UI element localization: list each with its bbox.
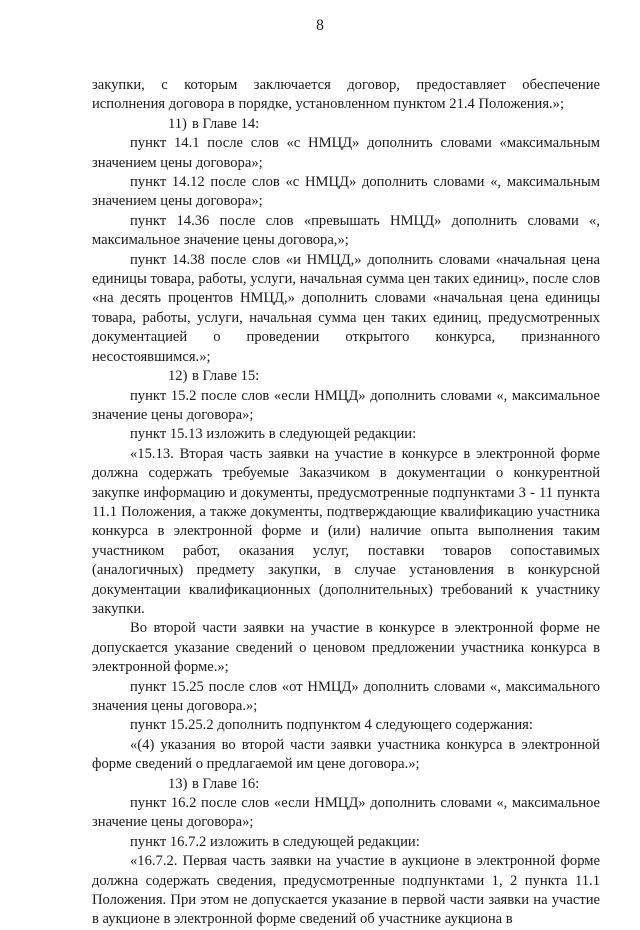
paragraph-text: Во второй части заявки на участие в конкурсе в электронной форме не допускается указание сведений о ценовом предложении участника конкурса в электронной форме.»; <box>92 620 600 676</box>
paragraph-text: пункт 14.12 после слов «с НМЦД» дополнить словами «, максимальным значением цены договора»; <box>92 174 600 210</box>
paragraph-text: в Главе 14: <box>192 115 260 132</box>
paragraph-text: в Главе 15: <box>192 368 260 385</box>
list-number: 11) <box>168 115 187 132</box>
paragraph-text: «16.7.2. Первая часть заявки на участие в аукционе в электронной форме должна содержать сведения, предусмотренные подпунктами 1, 2 пункта 11.1 Положения. При этом не допускается указание в первой части заявки на участие в аукционе в электронной форме сведений об участнике аукциона в <box>92 853 600 928</box>
paragraph <box>92 678 600 717</box>
paragraph <box>92 387 600 426</box>
paragraph-text: пункт 14.38 после слов «и НМЦД,» дополнить словами «начальная цена единицы товара, работы, услуги, начальная сумма цен таких единиц», после слов «на десять процентов НМЦД,» дополнить словами «начальная цена единицы товара, работы, услуги, начальная сумма цен таких единиц, предусмотренных документацией о проведении открытого конкурса, признанного несостоявшимся.»; <box>92 251 600 365</box>
paragraph <box>92 115 600 134</box>
paragraph-text: пункт 16.2 после слов «если НМЦД» дополнить словами «, максимальное значение цены договора»; <box>92 795 600 831</box>
paragraph <box>92 716 600 735</box>
paragraph-text: пункт 15.25 после слов «от НМЦД» дополнить словами «, максимального значения цены договора.»; <box>92 678 600 714</box>
paragraph-text: закупки, с которым заключается договор, предоставляет обеспечение исполнения договора в порядке, установленном пунктом 21.4 Положения.»; <box>92 77 600 113</box>
page-number: 8 <box>316 17 324 34</box>
paragraph-text: пункт 15.25.2 дополнить подпунктом 4 следующего содержания: <box>130 717 533 734</box>
paragraph-text: в Главе 16: <box>192 775 260 792</box>
paragraph-text: «(4) указания во второй части заявки участника конкурса в электронной форме сведений о предлагаемой им цене договора.»; <box>92 736 600 773</box>
paragraph-text: пункт 16.7.2 изложить в следующей редакции: <box>130 833 420 850</box>
paragraph <box>92 76 600 115</box>
paragraph <box>92 445 600 620</box>
paragraph <box>92 173 600 212</box>
paragraph-text: пункт 15.2 после слов «если НМЦД» дополнить словами «, максимальное значение цены договора»; <box>92 387 600 423</box>
paragraph <box>92 134 600 173</box>
document-body <box>92 76 600 930</box>
paragraph <box>92 619 600 677</box>
paragraph <box>92 833 600 852</box>
paragraph <box>92 251 600 367</box>
paragraph <box>92 212 600 251</box>
list-number: 13) <box>168 775 188 792</box>
paragraph <box>92 852 600 930</box>
paragraph-text: «15.13. Вторая часть заявки на участие в конкурсе в электронной форме должна содержать требуемые Заказчиком в документации о конкурентной закупке информацию и документы, предусмотренные подпунктами 3 - 11 пункта 11.1 Положения, а также документы, подтверждающие квалификацию участника конкурса в электронной форме и (или) наличие опыта выполнения таким участником работ, оказания услуг, поставки товаров сопоставимых (аналогичных) предмету закупки, в случае установления в конкурсной документации квалификационных (дополнительных) требований к участнику закупки. <box>92 445 600 617</box>
paragraph <box>92 794 600 833</box>
paragraph-text: пункт 15.13 изложить в следующей редакции: <box>130 426 417 443</box>
paragraph <box>92 425 600 444</box>
list-number: 12) <box>168 368 188 385</box>
paragraph-text: пункт 14.36 после слов «превышать НМЦД» дополнить словами «, максимальное значение цены договора,»; <box>92 212 600 249</box>
paragraph <box>92 736 600 775</box>
paragraph-text: пункт 14.1 после слов «с НМЦД» дополнить словами «максимальным значением цены договора»; <box>92 135 600 171</box>
paragraph <box>92 775 600 794</box>
paragraph <box>92 367 600 386</box>
